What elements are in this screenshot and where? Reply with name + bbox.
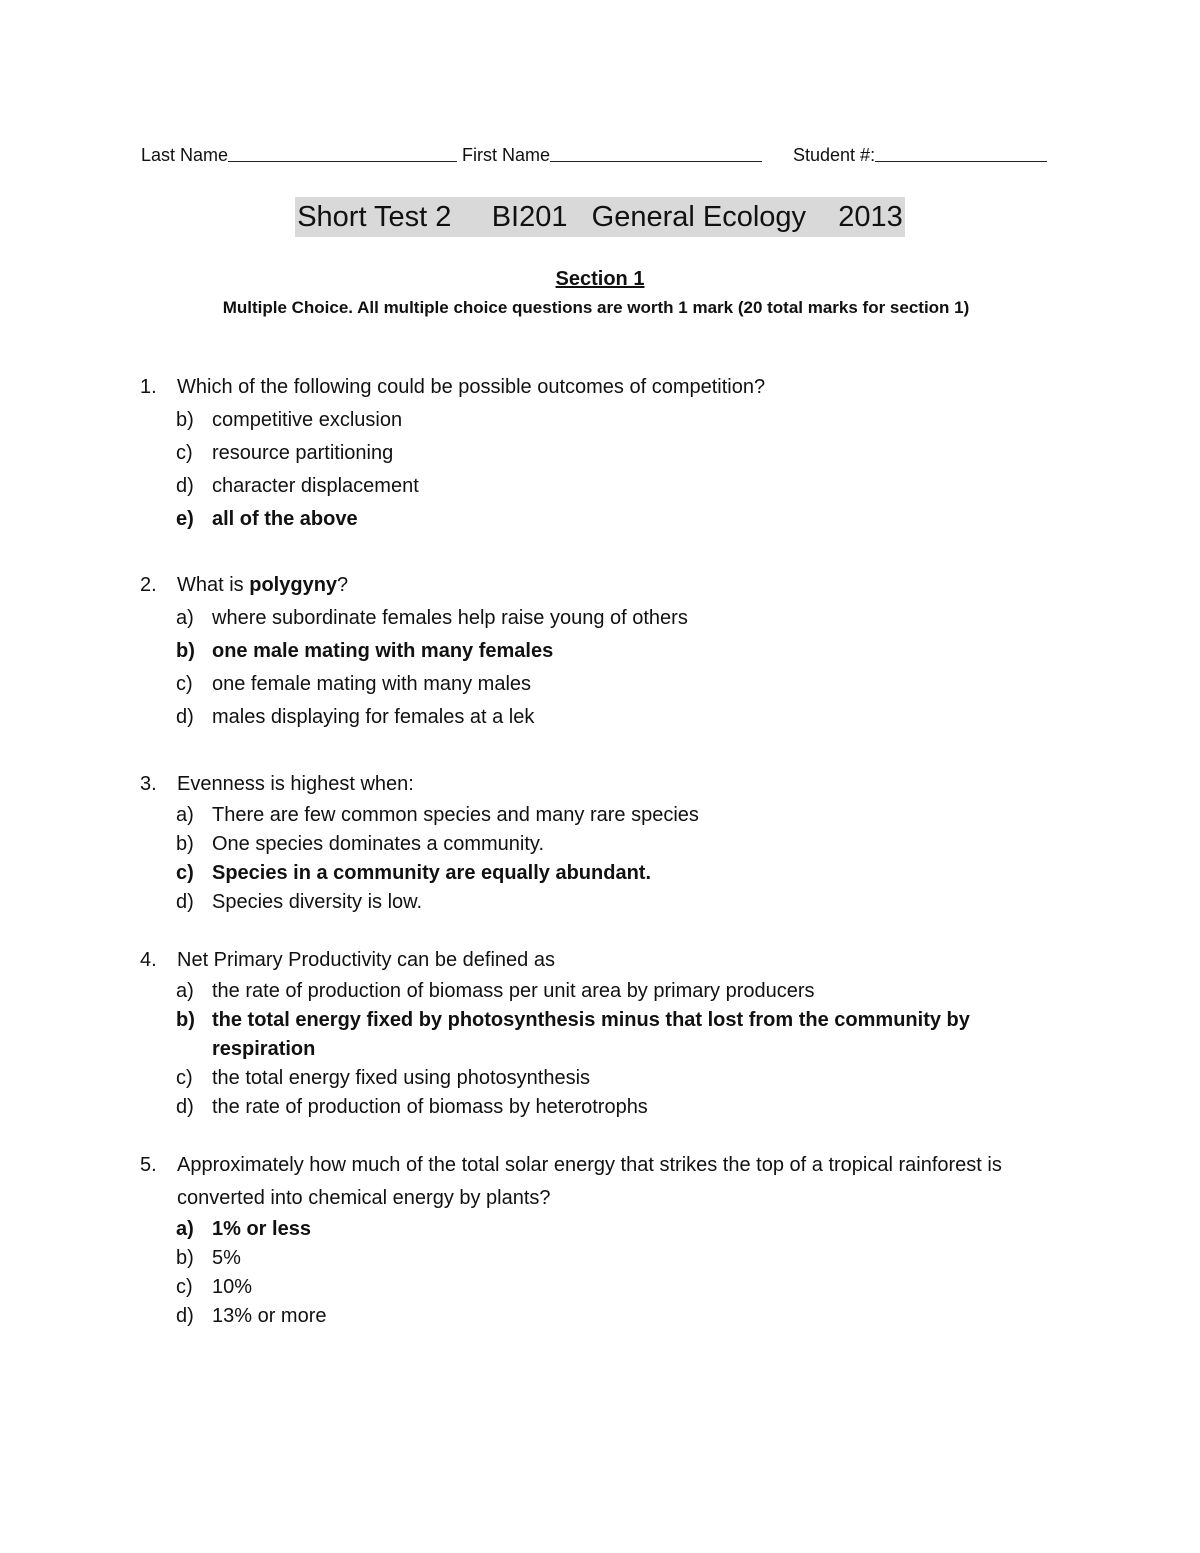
option-text: 5% [212, 1247, 241, 1269]
option-text: males displaying for females at a lek [212, 706, 535, 728]
option-text: 1% or less [212, 1218, 311, 1240]
last-name-field [141, 142, 457, 168]
answer-option-correct [140, 635, 1040, 668]
option-letter: d) [176, 1305, 194, 1327]
question-stem [140, 944, 1040, 977]
answer-option [140, 830, 1040, 859]
first-name-label: First Name [462, 145, 551, 165]
option-text: character displacement [212, 475, 419, 497]
question-4 [140, 944, 1040, 1122]
option-letter: a) [176, 1218, 194, 1240]
question-number: 3. [140, 773, 157, 795]
answer-option [140, 1302, 1040, 1331]
student-number-field [793, 142, 1047, 168]
option-letter: b) [176, 833, 194, 855]
first-name-blank[interactable] [550, 142, 762, 162]
option-text: resource partitioning [212, 442, 394, 464]
option-letter: b) [176, 1009, 195, 1031]
option-letter: a) [176, 804, 194, 826]
answer-option-correct [140, 1006, 1040, 1064]
question-stem [140, 371, 1040, 404]
option-text: where subordinate females help raise young of others [212, 607, 688, 629]
answer-option-correct [140, 1215, 1040, 1244]
answer-option [140, 977, 1040, 1006]
option-text: all of the above [212, 508, 358, 530]
answer-option [140, 1064, 1040, 1093]
option-letter: b) [176, 1247, 194, 1269]
answer-option [140, 1093, 1040, 1122]
question-number: 5. [140, 1154, 157, 1176]
question-1 [140, 371, 1040, 536]
question-5 [140, 1149, 1040, 1331]
question-text: Evenness is highest when: [177, 773, 414, 795]
question-text: Net Primary Productivity can be defined as [177, 949, 555, 971]
question-text: Which of the following could be possible outcomes of competition? [177, 376, 766, 398]
question-number: 2. [140, 574, 157, 596]
option-letter: b) [176, 409, 194, 431]
first-name-field [462, 142, 762, 168]
option-letter: a) [176, 980, 194, 1002]
option-text: the rate of production of biomass per unit area by primary producers [212, 980, 815, 1002]
student-number-label: Student #: [793, 145, 876, 165]
question-keyword: polygyny [249, 574, 338, 596]
option-text: one male mating with many females [212, 640, 554, 662]
answer-option [140, 602, 1040, 635]
question-stem [140, 1149, 1040, 1215]
option-letter: d) [176, 1096, 194, 1118]
option-text: 10% [212, 1276, 253, 1298]
option-letter: c) [176, 1276, 193, 1298]
option-letter: c) [176, 862, 194, 884]
answer-option [140, 404, 1040, 437]
option-text: 13% or more [212, 1305, 327, 1327]
answer-option [140, 888, 1040, 917]
answer-option [140, 1273, 1040, 1302]
option-text: competitive exclusion [212, 409, 403, 431]
student-number-blank[interactable] [875, 142, 1047, 162]
answer-option-correct [140, 859, 1040, 888]
answer-option [140, 701, 1040, 734]
question-text: Approximately how much of the total solar energy that strikes the top of a tropical rainforest is converted into chemical energy by plants? [177, 1154, 1002, 1209]
title-wrapper [0, 197, 1200, 237]
last-name-label: Last Name [141, 145, 229, 165]
option-text: There are few common species and many rare species [212, 804, 699, 826]
option-letter: c) [176, 673, 193, 695]
option-text: Species diversity is low. [212, 891, 423, 913]
section-instructions: Multiple Choice. All multiple choice questions are worth 1 mark (20 total marks for section 1) [222, 298, 970, 317]
option-letter: c) [176, 1067, 193, 1089]
option-text: the total energy fixed by photosynthesis minus that lost from the community by respiration [212, 1009, 970, 1060]
question-3 [140, 768, 1040, 917]
option-text: one female mating with many males [212, 673, 532, 695]
answer-option [140, 437, 1040, 470]
answer-option [140, 801, 1040, 830]
question-text-end: ? [337, 574, 349, 596]
question-stem [140, 768, 1040, 801]
option-letter: c) [176, 442, 193, 464]
question-text [177, 569, 1040, 602]
question-2 [140, 569, 1040, 734]
question-number: 1. [140, 376, 157, 398]
student-info-fields [141, 142, 1061, 168]
answer-option-correct [140, 503, 1040, 536]
option-text: the total energy fixed using photosynthesis [212, 1067, 591, 1089]
answer-option [140, 470, 1040, 503]
option-letter: b) [176, 640, 195, 662]
question-stem [140, 569, 1040, 602]
question-text-start: What is [177, 574, 250, 596]
option-letter: a) [176, 607, 194, 629]
answer-option [140, 668, 1040, 701]
section-title: Section 1 [555, 268, 645, 290]
option-letter: d) [176, 475, 194, 497]
option-text: One species dominates a community. [212, 833, 545, 855]
option-letter: e) [176, 508, 194, 530]
option-text: the rate of production of biomass by heterotrophs [212, 1096, 648, 1118]
answer-option [140, 1244, 1040, 1273]
option-letter: d) [176, 891, 194, 913]
question-number: 4. [140, 949, 157, 971]
option-text: Species in a community are equally abundant. [212, 862, 652, 884]
last-name-blank[interactable] [228, 142, 457, 162]
option-letter: d) [176, 706, 194, 728]
page-title: Short Test 2 BI201 General Ecology 2013 [295, 197, 905, 237]
